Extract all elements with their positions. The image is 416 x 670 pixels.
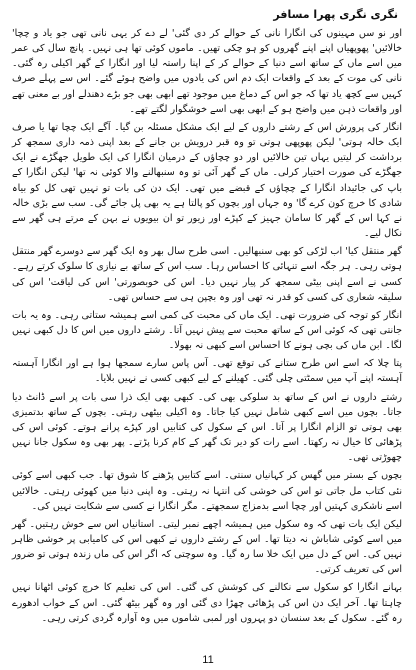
paragraph: انگار کو توجہ کی ضرورت تھی۔ ایک ماں کی محبت کی کمی اسے ہمیشہ ستاتی رہی۔ وہ یہ بات جانتی تھی کہ کوئی اس کے ساتھ محبت سے پیش نہیں آتا۔ رشتے داروں میں اس کا دل کبھی نہیں لگا۔ ابن ماں کی بچی ہونے کا احساس اسے کبھی نہ بھولا۔ [12, 309, 402, 352]
paragraph: انگار کی پرورش اس کے رشتے داروں کے لیے ایک مشکل مسئلہ بن گیا۔ آگے ایک چچا تھا یا صرف ایک خالہ ہوتی' لیکن پھوپھی ہوتی تو وہ قبر درویش بن جانے کے بعد اپنی ذمہ داری سمجھ کر برداشت کر لیتیں یہاں تین خالائیں اور دو چچاؤں کے درمیان انگارا کی ایک طویل جھگڑے نے ایک جھگڑے کی صورت اختیار کرلی۔ ماں کے گھر آئی تو وہ سنبھالنے والا کوئی نہ تھا' لیکن انگارا کے باپ کی جائیداد انگارا کے چچاؤں کے قبضے میں تھی۔ ایک دن کی بات تو نہیں تھی کل کو بیاہ شادی کا خرچ کون کرے گا' وہ جہاں اور بچوں کو پالتا ہے یہ بھی پل جائے گی۔ سب سے بڑی خالہ نے کہا اس کے گھر کا سامان جہیز کے کپڑے اور زیور تو ان بیویوں نے بہن کے مرتے ہی گھر سے نکال لیے۔ [12, 121, 402, 240]
paragraph: بچوں کے بستر میں گھس کر کہانیاں سنتی۔ اسے کتابیں پڑھنے کا شوق تھا۔ جب کبھی اسے کوئی نئی کتاب مل جاتی تو اس کی خوشی کی انتہا نہ رہتی۔ وہ اپنی دنیا میں کھوئی رہتی۔ خالائیں اسے ناشکری کہتیں اور چچا اسے بدمزاج سمجھتے۔ مگر انگارا نے کسی سے شکایت نہیں کی۔ [12, 470, 402, 512]
paragraph: لیکن ایک بات تھی کہ وہ سکول میں ہمیشہ اچھے نمبر لیتی۔ استانیاں اس سے خوش رہتیں۔ گھر میں اسے کوئی شاباش نہ دیتا تھا۔ اس کے رشتے داروں نے کبھی اس کی کامیابی پر خوشی ظاہر نہیں کی۔ اس کے دل میں ایک خلا سا رہ گیا۔ وہ سوچتی کہ اگر اس کی ماں زندہ ہوتی تو ضرور اس کی تعریف کرتی۔ [12, 518, 402, 576]
paragraph: بہانے انگارا کو سکول سے نکالنے کی کوشش کی گئی۔ اس کی تعلیم کا خرچ کوئی اٹھانا نہیں چاہتا تھا۔ آخر ایک دن اس کی پڑھائی چھڑا دی گئی اور وہ گھر بیٹھ گئی۔ اس کے خواب ادھورے رہ گئے۔ سکول کے بعد سنسان دو پہروں اور لمبی شاموں میں وہ آوارہ گردی کرتی رہی۔ [12, 582, 402, 624]
page-body [12, 26, 402, 626]
chapter-heading: نگری نگری پھرا مسافر [273, 8, 398, 21]
page-number: 11 [202, 654, 214, 666]
paragraph: رشتے داروں نے اس کے ساتھ بد سلوکی بھی کی۔ کبھی بھی ایک ذرا سی بات پر اسے ڈانٹ دیا جاتا۔ بچوں میں اسے کبھی شامل نہیں کیا جاتا۔ وہ اکیلی بیٹھی رہتی۔ بچوں کے ساتھ بدتمیزی بھی ہوتی تو الزام انگارا پر آتا۔ اس کے سکول کی کتابیں اور کپڑے پرانے ہوتے۔ کوئی اس کی پڑھائی کا خیال نہ رکھتا۔ اسے رات کو دیر تک گھر کے کام کرنا پڑتے۔ پھر بھی وہ سکول جانا نہیں چھوڑتی تھی۔ [12, 391, 402, 464]
paragraph: گھر منتقل کیا' اب لڑکی کو بھی سنبھالیں۔ اسی طرح سال بھر وہ ایک گھر سے دوسرے گھر منتقل ہوتی رہی۔ ہر جگہ اسے تنہائی کا احساس رہا۔ سب اس کے ساتھ بے نیازی کا سلوک کرتے رہے۔ کسی نے اسے اپنی بیٹی سمجھ کر پیار نہیں دیا۔ اس کی خوبصورتی' اس کی لیاقت' اس کی سلیقہ شعاری کی کسی کو قدر نہ تھی اور وہ بچپن ہی سے حساس تھی۔ [12, 246, 402, 303]
paragraph: اور نو سں مہینوں کی انگارا نانی کے حوالے کر دی گئی' لے دے کر یہی نانی تھی جو یاد و چچا' خالائیں' پھوپھیاں اپنے اپنے گھروں کو ہو چکی تھیں۔ ماموں کوئی تھا ہی نہیں۔ پانچ سال کی عمر میں اسے ماں کے ساتھ اسے دنیا کے حوالے کر کے اپنا راستہ لیا اور انگارا کے گھر اکیلی رہ گئی۔ نانی کی موت کے بعد کے واقعات ایک دم اس کی یادوں میں واضح ہوئے گئے۔ اس سے پہلے صرف کہیں سے کچھ یاد تھا کہ جو اس کے دماغ میں موجود تھے ابھی بھی جو بڑے دھندلے اور بے معنی تھے اور واقعات ذہن میں واضح ہو کے ابھی بھی اسے خوشگوار لگتے تھے۔ [12, 28, 402, 115]
paragraph: پتا چلا کہ اسے اس طرح ستانے کی توقع تھی۔ آس پاس سارے سمجھا ہوا ہے اور انگارا آہستہ آہستہ اپنے آپ میں سمٹتی چلی گئی۔ کھیلنے کے لیے کبھی کسی نے نہیں بلایا۔ [12, 358, 402, 385]
